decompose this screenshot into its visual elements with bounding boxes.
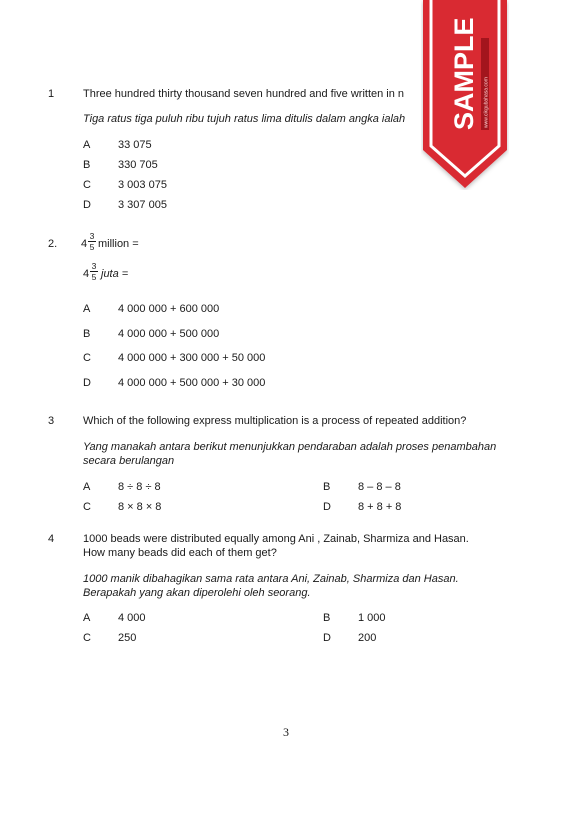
question-text-ms: juta = [101,268,129,280]
option-letter: C [83,632,91,644]
question-number: 2. [48,238,58,250]
option-letter: D [83,377,91,389]
option-letter: A [83,612,91,624]
option-text: 4 000 000 + 600 000 [118,303,220,315]
option-text: 8 – 8 – 8 [358,481,401,493]
option-letter: D [83,199,91,211]
option-letter: B [323,481,331,493]
option-text: 4 000 000 + 300 000 + 50 000 [118,352,266,364]
option-text: 8 + 8 + 8 [358,501,402,513]
option-text: 3 307 005 [118,199,167,211]
option-letter: B [83,159,91,171]
page-number: 3 [283,725,289,739]
option-text: 200 [358,632,377,644]
option-text: 4 000 000 + 500 000 [118,328,220,340]
option-letter: B [83,328,91,340]
option-letter: D [323,632,331,644]
sample-stamp [421,0,509,190]
question-number: 1 [48,88,55,100]
question-text-ms: secara berulangan [83,455,175,467]
fraction-denominator: 5 [89,242,95,252]
stamp-text: SAMPLE [449,17,479,130]
option-letter: A [83,139,91,151]
option-letter: C [83,501,91,513]
option-letter: A [83,303,91,315]
option-letter: C [83,179,91,191]
option-text: 1 000 [358,612,386,624]
option-text: 4 000 000 + 500 000 + 30 000 [118,377,266,389]
option-text: 8 × 8 × 8 [118,501,162,513]
question-text-en: million = [98,238,139,250]
mixed-number-whole: 4 [81,238,88,250]
question-text-ms: Yang manakah antara berikut menunjukkan pendaraban adalah proses penambahan [83,441,497,453]
option-letter: A [83,481,91,493]
fraction [88,232,96,251]
fraction-numerator: 3 [89,231,95,241]
option-text: 330 705 [118,159,158,171]
option-text: 33 075 [118,139,152,151]
fraction-numerator: 3 [91,261,97,271]
option-text: 8 ÷ 8 ÷ 8 [118,481,161,493]
option-letter: B [323,612,331,624]
fraction [90,262,98,281]
mixed-number-whole: 4 [83,268,90,280]
question-text-en: Three hundred thirty thousand seven hundred and five written in n [83,88,405,100]
question-text-ms: Berapakah yang akan diperolehi oleh seorang. [83,587,311,599]
fraction-denominator: 5 [91,272,97,282]
option-letter: D [323,501,331,513]
option-text: 4 000 [118,612,146,624]
question-text-ms: 1000 manik dibahagikan sama rata antara Ani, Zainab, Sharmiza dan Hasan. [83,573,459,585]
stamp-tagline: www.cikgubahasa.com [483,77,490,128]
question-text-en: How many beads did each of them get? [83,547,277,559]
option-text: 250 [118,632,137,644]
question-text-en: Which of the following express multiplication is a process of repeated addition? [83,415,467,427]
option-letter: C [83,352,91,364]
question-text-ms: Tiga ratus tiga puluh ribu tujuh ratus lima ditulis dalam angka ialah [83,113,406,125]
question-text-en: 1000 beads were distributed equally among Ani , Zainab, Sharmiza and Hasan. [83,533,469,545]
question-number: 4 [48,533,55,545]
question-number: 3 [48,415,55,427]
option-text: 3 003 075 [118,179,167,191]
